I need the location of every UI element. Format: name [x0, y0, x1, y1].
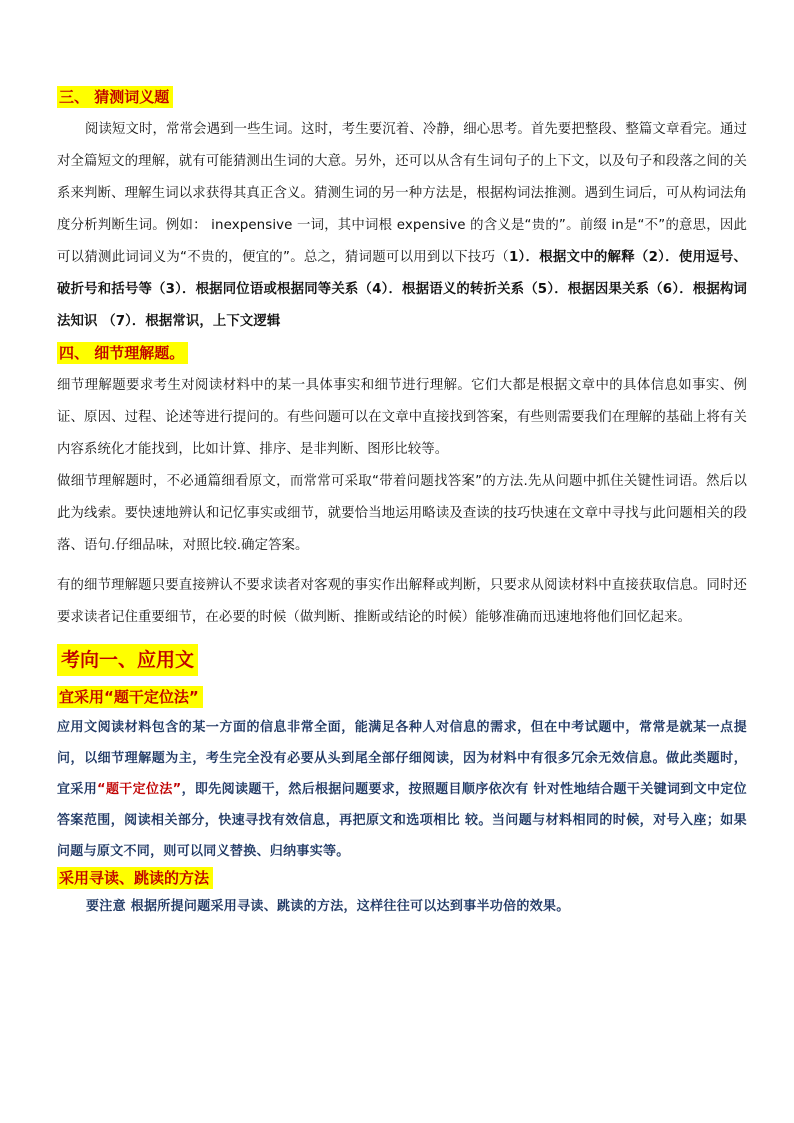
- section4-paragraph-2: 做细节理解题时，不必通篇细看原文，而常常可采取“带着问题找答案”的方法.先从问题中抓住关键性词语。然后以此为线索。要快速地辨认和记忆事实或细节，就要恰当地运用略读及查读的技巧快速在文章中寻找与此问题相关的段落、语句.仔细品味，对照比较.确定答案。: [57, 474, 747, 553]
- section3-heading: 三、 猜测词义题: [57, 86, 173, 108]
- kaoxiang-heading: 考向一、应用文: [57, 644, 198, 676]
- section3-text: 阅读短文时，常常会遇到一些生词。这时，考生要沉着、冷静，细心思考。首先要把整段、整篇文章看完。通过对全篇短文的理解，就有可能猜测出生词的大意。另外，还可以从含有生词句子的上下文，以及句子和段落之间的关系来判断、理解生词以求获得其真正含义。猜测生词的另一种方法是，根据构词法推测。遇到生词后，可从构词法角度分析判断生词。例如： inexpensive 一词，其中词根 expensive 的含义是“贵的”。前缀 in是“不”的意思，因此可以猜测此词词义为“不贵的，便宜的”。总之，猜词题可以用到以下技巧（: [57, 122, 747, 265]
- section4-heading: 四、 细节理解题。: [57, 342, 188, 364]
- kaoxiang-section: [57, 644, 747, 922]
- kaoxiang-highlight: “题干定位法”: [97, 782, 182, 797]
- document-page: [57, 86, 747, 922]
- kaoxiang-subheading-2: 采用寻读、跳读的方法: [57, 867, 213, 889]
- kaoxiang-paragraph-1: [57, 712, 747, 867]
- section3-paragraph: [57, 114, 747, 338]
- section3: [57, 86, 747, 338]
- section3-tips: 1）．根据文中的解释（2）．使用逗号、破折号和括号等（3）．根据同位语或根据同等关系（4）．根据语义的转折关系（5）．根据因果关系（6）．根据构词法知识 （7）．根据常识，上下文逻辑: [57, 250, 747, 329]
- kaoxiang-text-b: ，即先阅读题干，然后根据问题要求，按照题目顺序依次有 针对性地结合题干关键词到文中定位答案范围，阅读相关部分，快速寻找有效信息，再把原文和选项相比 较。当问题与材料相同的时候，对号入座；如果问题与原文不同，则可以同义替换、归纳事实等。: [57, 782, 747, 859]
- section4-paragraph-1: 细节理解题要求考生对阅读材料中的某一具体事实和细节进行理解。它们大都是根据文章中的具体信息如事实、例证、原因、过程、论述等进行提问的。有些问题可以在文章中直接找到答案，有些则需要我们在理解的基础上将有关内容系统化才能找到，比如计算、排序、是非判断、图形比较等。: [57, 378, 747, 457]
- kaoxiang-text-a: 应用文阅读材料包含的某一方面的信息非常全面，能满足各种人对信息的需求，但在中考试题中，常常是就某一点提问，以细节理解题为主，考生完全没有必要从头到尾全部仔细阅读，因为材料中有很多冗余无效信息。做此类题时，宜采用: [57, 720, 747, 797]
- section4-paragraph-3: 有的细节理解题只要直接辨认不要求读者对客观的事实作出解释或判断，只要求从阅读材料中直接获取信息。同时还要求读者记住重要细节，在必要的时候（做判断、推断或结论的时候）能够准确而迅速地将他们回忆起来。: [57, 578, 747, 625]
- kaoxiang-subheading-1: 宜采用“题干定位法”: [57, 686, 203, 708]
- kaoxiang-paragraph-2: 要注意 根据所提问题采用寻读、跳读的方法，这样往往可以达到事半功倍的效果。: [57, 899, 570, 914]
- section4: [57, 342, 747, 634]
